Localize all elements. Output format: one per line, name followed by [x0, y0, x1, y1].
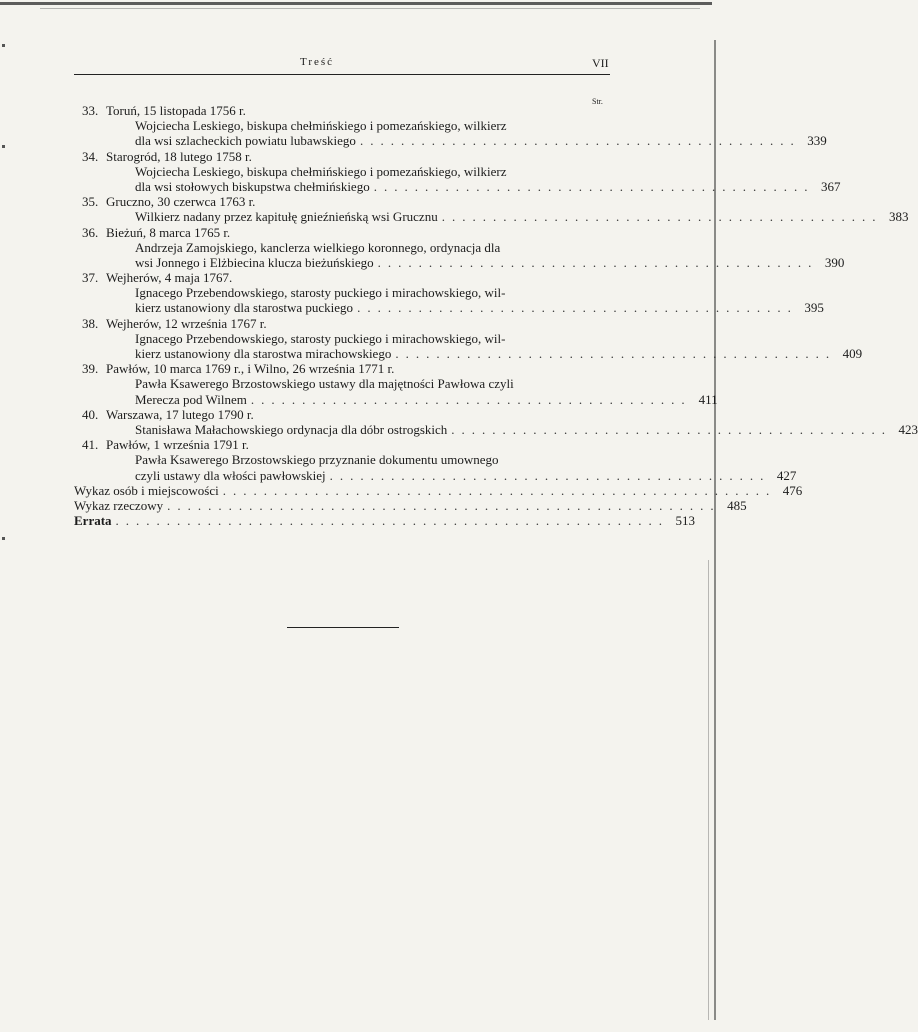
entry-description: dla wsi stołowych biskupstwa chełmińskiego — [135, 178, 370, 194]
toc-entry-line — [74, 164, 610, 179]
index-label: Wykaz osób i miejscowości — [74, 482, 219, 498]
page-right-shadow — [708, 560, 709, 1020]
dot-leader: ........................................... — [441, 209, 883, 225]
entry-page-number: 390 — [824, 254, 845, 270]
toc-entry-line — [74, 118, 610, 133]
page-column-label: Str. — [592, 97, 603, 106]
toc-entry-heading — [74, 194, 610, 209]
entry-page-number: 409 — [842, 346, 863, 361]
scan-mark — [2, 145, 5, 148]
dot-leader: ........................................... — [373, 178, 815, 194]
dot-leader: ...................................................... — [222, 482, 777, 498]
entry-page-number: 339 — [807, 133, 827, 149]
toc-entry-line — [74, 376, 610, 391]
entry-page-number: 395 — [804, 300, 824, 316]
dot-leader: ........................................... — [377, 254, 819, 270]
entry-description: wsi Jonnego i Elżbiecina klucza bieżuńskiego — [135, 254, 374, 270]
toc-entry-heading — [74, 149, 610, 164]
entry-description: czyli ustawy dla włości pawłowskiej — [135, 467, 326, 483]
entry-number: 39. — [82, 361, 99, 377]
toc-entry-line — [74, 209, 909, 225]
entry-description: kierz ustanowiony dla starostwa puckiego — [135, 300, 354, 316]
page-top-shadow — [40, 8, 700, 9]
entry-page-number: 383 — [888, 209, 909, 225]
toc-entry-heading — [74, 316, 610, 331]
toc-entry-heading — [74, 270, 610, 285]
toc-entry-line — [74, 300, 824, 316]
entry-description: kierz ustanowiony dla starostwa mirachowskiego — [135, 346, 392, 361]
dot-leader: ........................................... — [357, 300, 798, 316]
scan-mark — [2, 44, 5, 47]
index-label: Errata — [74, 513, 112, 529]
dot-leader: ........................................... — [451, 421, 893, 437]
toc-entry-heading — [74, 437, 610, 452]
entry-number: 36. — [82, 224, 99, 240]
toc-entry-line — [74, 254, 845, 270]
entry-place-date: Wejherów, 12 września 1767 r. — [106, 315, 267, 331]
entry-number: 38. — [82, 315, 99, 331]
entry-place-date: Pawłów, 1 września 1791 r. — [106, 437, 249, 453]
entry-number: 35. — [82, 194, 99, 210]
entry-number: 41. — [82, 437, 99, 453]
toc-entry-line — [74, 467, 797, 483]
entry-description: Pawła Ksawerego Brzostowskiego ustawy dla majętności Pawłowa czyli — [135, 376, 514, 392]
entry-page-number: 423 — [898, 421, 918, 437]
entry-page-number: 427 — [776, 467, 797, 483]
entry-place-date: Pawłów, 10 marca 1769 r., i Wilno, 26 września 1771 r. — [106, 361, 395, 377]
toc-entry-heading — [74, 407, 610, 422]
table-of-contents — [74, 103, 918, 529]
entry-description: Stanisława Małachowskiego ordynacja dla dóbr ostrogskich — [135, 421, 448, 437]
index-page-number: 485 — [727, 497, 747, 513]
dot-leader: ........................................... — [359, 133, 801, 149]
toc-entry-heading — [74, 103, 610, 118]
toc-entry-heading — [74, 361, 610, 376]
toc-entry-heading — [74, 225, 610, 240]
toc-entry-line — [74, 133, 827, 149]
entry-description: Wilkierz nadany przez kapitułę gnieźnieńską wsi Grucznu — [135, 209, 438, 225]
closing-rule — [287, 627, 399, 628]
header-rule — [74, 74, 610, 75]
dot-leader: ...................................................... — [167, 497, 721, 513]
entry-number: 33. — [82, 103, 99, 118]
page-top-edge — [0, 2, 712, 5]
index-page-number: 476 — [782, 482, 803, 498]
entry-place-date: Toruń, 15 listopada 1756 r. — [106, 103, 246, 118]
entry-number: 40. — [82, 406, 99, 422]
entry-description: Wojciecha Leskiego, biskupa chełmińskiego i pomezańskiego, wilkierz — [135, 163, 507, 179]
entry-place-date: Warszawa, 17 lutego 1790 r. — [106, 406, 254, 422]
toc-index-entry — [74, 497, 747, 513]
entry-description: Merecza pod Wilnem — [135, 391, 247, 407]
entry-description: Ignacego Przebendowskiego, starosty puckiego i mirachowskiego, wil- — [135, 330, 506, 346]
entry-description: dla wsi szlacheckich powiatu lubawskiego — [135, 133, 356, 149]
dot-leader: ...................................................... — [115, 513, 670, 529]
dot-leader: ........................................... — [250, 391, 692, 407]
entry-place-date: Bieżuń, 8 marca 1765 r. — [106, 224, 231, 240]
entry-place-date: Starogród, 18 lutego 1758 r. — [106, 148, 252, 164]
toc-entry-line — [74, 240, 610, 255]
entry-page-number: 367 — [820, 178, 841, 194]
toc-entry-line — [74, 346, 863, 361]
toc-entry-line — [74, 178, 841, 194]
toc-index-entry — [74, 482, 803, 498]
dot-leader: ........................................... — [329, 467, 771, 483]
toc-entry-line — [74, 391, 718, 407]
running-head: Treść — [300, 56, 335, 68]
index-label: Wykaz rzeczowy — [74, 497, 164, 513]
page-numeral: VII — [592, 56, 609, 70]
entry-description: Pawła Ksawerego Brzostowskiego przyznanie dokumentu umownego — [135, 452, 499, 468]
entry-description: Wojciecha Leskiego, biskupa chełmińskiego i pomezańskiego, wilkierz — [135, 118, 507, 134]
toc-entry-line — [74, 452, 610, 467]
dot-leader: ........................................... — [395, 346, 837, 361]
entry-page-number: 411 — [698, 391, 718, 407]
index-page-number: 513 — [675, 513, 696, 529]
toc-entry-line — [74, 331, 610, 346]
entry-description: Andrzeja Zamojskiego, kanclerza wielkiego koronnego, ordynacja dla — [135, 239, 501, 255]
entry-place-date: Wejherów, 4 maja 1767. — [106, 270, 233, 286]
toc-index-entry — [74, 513, 696, 529]
entry-number: 37. — [82, 270, 99, 286]
toc-entry-line — [74, 421, 918, 437]
entry-place-date: Gruczno, 30 czerwca 1763 r. — [106, 194, 256, 210]
toc-entry-line — [74, 285, 610, 300]
scan-mark — [2, 537, 5, 540]
entry-number: 34. — [82, 148, 99, 164]
entry-description: Ignacego Przebendowskiego, starosty puckiego i mirachowskiego, wil- — [135, 285, 506, 301]
